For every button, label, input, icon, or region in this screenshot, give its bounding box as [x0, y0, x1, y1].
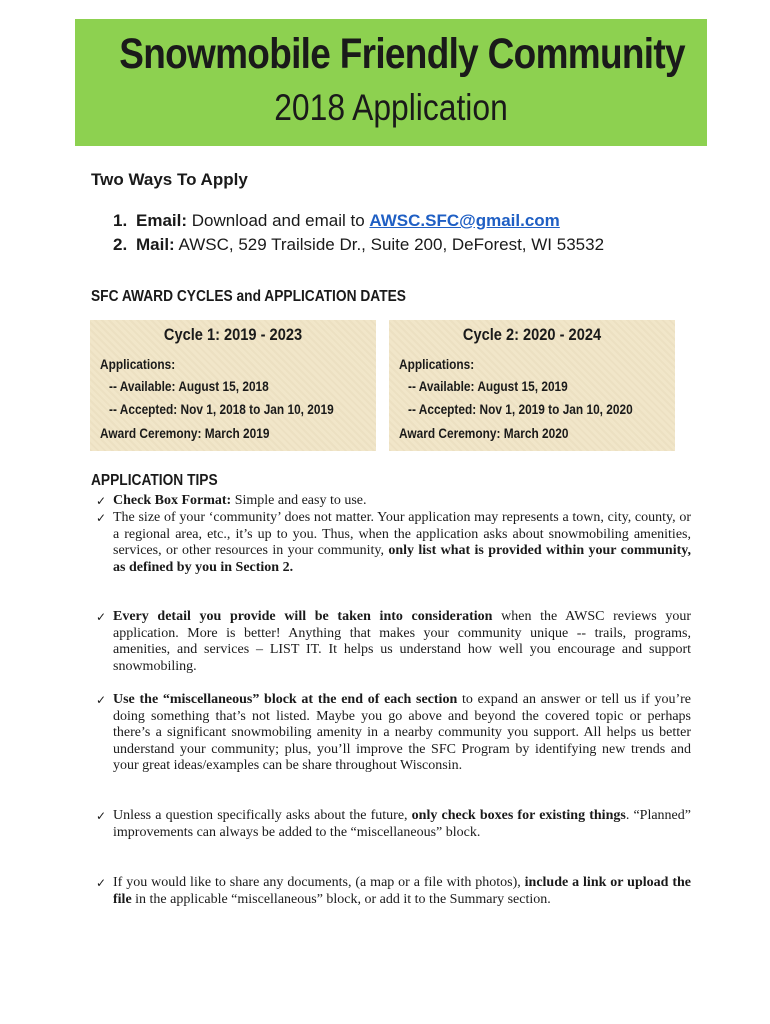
available-date: -- Available: August 15, 2019 [408, 379, 568, 394]
checkmark-icon: ✓ [96, 610, 107, 624]
document-title: Snowmobile Friendly Community [119, 30, 685, 78]
award-ceremony: Award Ceremony: March 2020 [399, 426, 569, 441]
method-label: Mail: [136, 235, 175, 254]
accepted-dates: -- Accepted: Nov 1, 2019 to Jan 10, 2020 [408, 402, 633, 417]
tip-item: ✓ Unless a question specifically asks about the future, only check boxes for existing things. “Planned” improvements can always be added to the “miscellaneous” block. [96, 808, 691, 840]
award-cycles-heading: SFC AWARD CYCLES and APPLICATION DATES [91, 288, 406, 305]
tip-item: ✓ Check Box Format: Simple and easy to use. [96, 493, 367, 508]
tip-item: ✓ Use the “miscellaneous” block at the end of each section to expand an answer or tell us if you’re doing something that’s not listed. Maybe you go above and beyond the covered topic or perhaps there’s a significant snowmobiling amenity in a nearby community you support. All helps us better understand your community; plus, you’ll improve the SFC Program by identifying new trends and your great ideas/examples can be share throughout Wisconsin. [96, 692, 691, 773]
checkmark-icon: ✓ [96, 494, 107, 508]
cycle-title: Cycle 2: 2020 - 2024 [462, 325, 602, 344]
apply-method-mail [113, 235, 604, 255]
list-number: 1. [113, 211, 128, 230]
apply-method-email [113, 211, 560, 231]
checkmark-icon: ✓ [96, 809, 107, 823]
tip-item: ✓ Every detail you provide will be taken into consideration when the AWSC reviews your application. More is better! Anything that makes your community unique -- trails, programs, amenities, and services – LIST IT. It helps us understand how well you encourage and support snowmobiling. [96, 609, 691, 674]
cycle-1-box [90, 320, 376, 451]
accepted-dates: -- Accepted: Nov 1, 2018 to Jan 10, 2019 [109, 402, 334, 417]
tip-item: ✓ If you would like to share any documents, (a map or a file with photos), include a link or upload the file in the applicable “miscellaneous” block, or add it to the Summary section. [96, 875, 691, 907]
applications-label: Applications: [100, 357, 176, 372]
title-banner [75, 19, 707, 146]
document-subtitle: 2018 Application [274, 87, 508, 128]
available-date: -- Available: August 15, 2018 [109, 379, 269, 394]
method-label: Email: [136, 211, 188, 230]
application-tips-heading: APPLICATION TIPS [91, 472, 218, 489]
checkmark-icon: ✓ [96, 511, 107, 525]
cycle-2-box [389, 320, 675, 451]
method-text: Download and email to [187, 211, 370, 230]
award-ceremony: Award Ceremony: March 2019 [100, 426, 270, 441]
applications-label: Applications: [399, 357, 475, 372]
tip-item: ✓ The size of your ‘community’ does not matter. Your application may represents a town, city, county, or a regional area, etc., it’s up to you. Thus, when the application asks about snowmobiling amenities, services, or other resources in your community, only list what is provided within your community, as defined by you in Section 2. [96, 510, 691, 575]
checkmark-icon: ✓ [96, 876, 107, 890]
email-link[interactable]: AWSC.SFC@gmail.com [369, 211, 560, 230]
ways-to-apply-heading: Two Ways To Apply [91, 170, 248, 189]
cycle-title: Cycle 1: 2019 - 2023 [163, 325, 303, 344]
method-text: AWSC, 529 Trailside Dr., Suite 200, DeForest, WI 53532 [174, 235, 605, 254]
checkmark-icon: ✓ [96, 693, 107, 707]
list-number: 2. [113, 235, 128, 254]
